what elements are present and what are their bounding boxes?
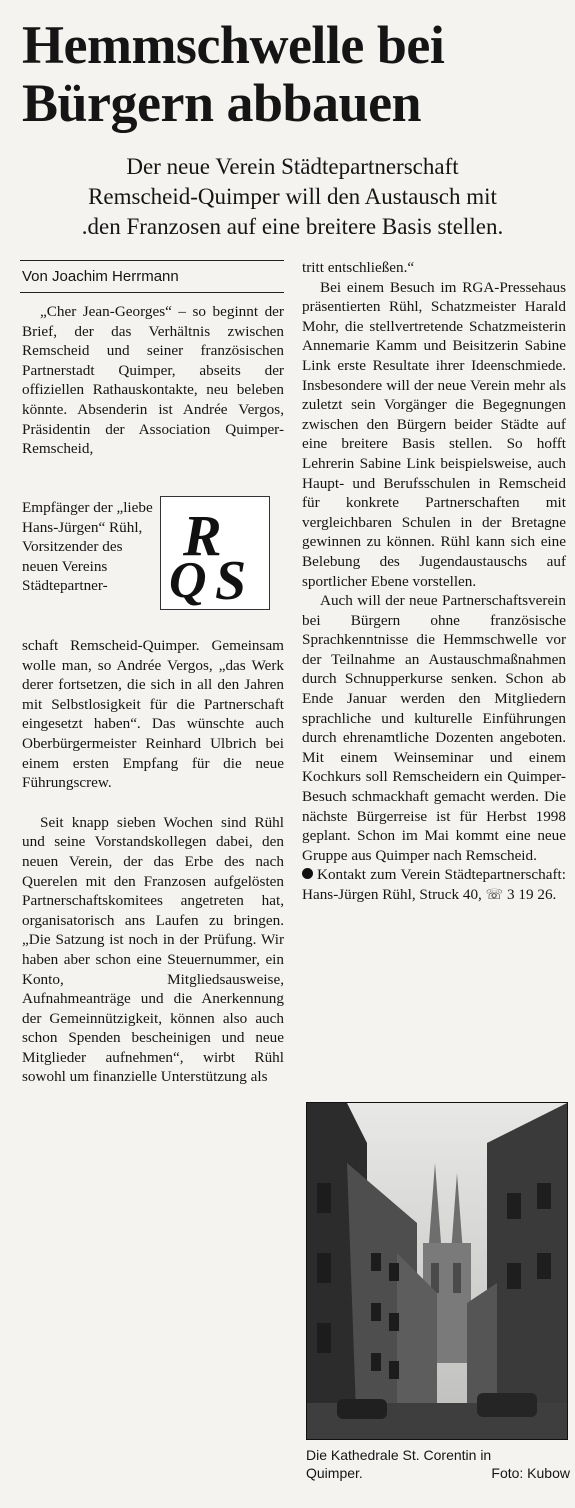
- photo-credit: Foto: Kubow: [491, 1465, 570, 1481]
- cathedral-photo-image: [307, 1103, 567, 1439]
- column-1-top: [22, 302, 284, 459]
- cathedral-photo: [306, 1102, 568, 1440]
- phone-icon: ☏: [485, 887, 504, 903]
- svg-text:R: R: [183, 503, 222, 568]
- svg-text:S: S: [215, 550, 247, 609]
- subhead-line-1: Der neue Verein Städtepartnerschaft: [126, 154, 459, 179]
- col2-paragraph-2: Auch will der neue Partnerschaftsverein bei Bürgern ohne französische Sprachkenntnisse die Hemmschwelle vor der Teilnahme an Austauschmaßnahmen durch Schnupperkurse senken. Schon ab Ende Januar werden den Mitgliedern sprachliche und kulturelle Einführungen durch ehrenamtliche Dozenten angeboten. Mit einem Weinseminar und einem Kochkurs soll Remscheidern ein Quimper-Besuch schmackhaft gemacht werden. Die nächste Bürgerreise ist für Herbst 1998 geplant. Schon im Mai kommt eine neue Gruppe aus Quimper nach Remscheid.: [302, 592, 566, 864]
- caption-place: Quimper.: [306, 1465, 363, 1481]
- col2-paragraph-0: tritt entschließen.“: [302, 259, 415, 276]
- contact-phone: 3 19 26.: [506, 886, 557, 903]
- contact-text: Kontakt zum Verein Städtepartnerschaft: Hans-Jürgen Rühl, Struck 40,: [302, 866, 566, 903]
- rqs-logo: [160, 496, 270, 610]
- column-1-bottom: [22, 636, 284, 1087]
- headline: [22, 16, 562, 132]
- photo-caption: [306, 1446, 570, 1482]
- headline-line-1: Hemmschwelle bei: [22, 15, 445, 75]
- bullet-icon: [302, 868, 313, 879]
- col1-paragraph-1: „Cher Jean-Georges“ – so beginnt der Brief, der das Verhältnis zwischen Remscheid und seiner französischen Partnerstadt Quimper, abseits der offiziellen Rathauskontakte, neu beleben könnte. Absenderin ist Andrée Vergos, Präsidentin der Association Quimper-Remscheid,: [22, 303, 284, 458]
- col1-paragraph-1-rest: schaft Remscheid-Quimper. Gemeinsam wolle man, so Andrée Vergos, „das Werk derer fortsetzen, die sich in all den Jahren mit Selbstlosigkeit für die Partnerschaft eingesetzt haben“. Das wünschte auch Oberbürgermeister Reinhard Ulbrich bei einem ersten Empfang für die neue Führungscrew.: [22, 637, 284, 792]
- subheadline: [20, 152, 565, 242]
- caption-line-1: Die Kathedrale St. Corentin in: [306, 1447, 492, 1463]
- col2-contact: [302, 865, 566, 905]
- column-2: [302, 258, 566, 906]
- col1-wrap-around-logo: Empfänger der „liebe Hans-Jürgen“ Rühl, Vorsitzender des neuen Vereins Städtepartner-: [22, 499, 153, 595]
- col2-paragraph-1: Bei einem Besuch im RGA-Pressehaus präsentierten Rühl, Schatzmeister Harald Mohr, die stellvertretende Schatzmeisterin Annemarie Kamm und Beisitzerin Sabine Link erste Resultate ihrer Ideenschmiede. Insbesondere will der neue Verein mehr als zuletzt sein Vorgänger die Begegnungen zwischen den Bürgern beider Städte auf eine breitere Basis stellen. So hofft Lehrerin Sabine Link beispielsweise, auch Haupt- und Berufsschulen in Remscheid für konkrete Partnerschaften mit vergleichbaren Schulen in der Bretagne gewinnen zu können. Rühl kann sich eine Belebung des Jugendaustauschs auf sportlicher Ebene vorstellen.: [302, 278, 566, 590]
- subhead-line-2: Remscheid-Quimper will den Austausch mit: [88, 184, 497, 209]
- byline-rule-bottom: [20, 292, 284, 293]
- headline-line-2: Bürgern abbauen: [22, 73, 422, 133]
- byline: Von Joachim Herrmann: [22, 268, 179, 285]
- svg-text:Q: Q: [169, 552, 207, 609]
- subhead-line-3: .den Franzosen auf eine breitere Basis stellen.: [81, 214, 504, 239]
- rqs-logo-icon: [161, 497, 269, 609]
- byline-rule-top: [20, 260, 284, 261]
- col1-paragraph-2: Seit knapp sieben Wochen sind Rühl und seine Vorstandskollegen dabei, den neuen Verein, der das Erbe des nach Querelen mit den Franzosen aufgelösten Partnerschaftskomitees angetreten hat, organisatorisch ans Laufen zu bringen. „Die Satzung ist noch in der Prüfung. Wir haben aber schon eine Steuernummer, ein Konto, Mitgliedsausweise, Aufnahmeanträge und die Anerkennung der Gemeinnützigkeit, können also auch schon Spenden bescheinigen und neue Mitglieder aufnehmen“, wirbt Rühl sowohl um finanzielle Unterstützung als: [22, 813, 284, 1086]
